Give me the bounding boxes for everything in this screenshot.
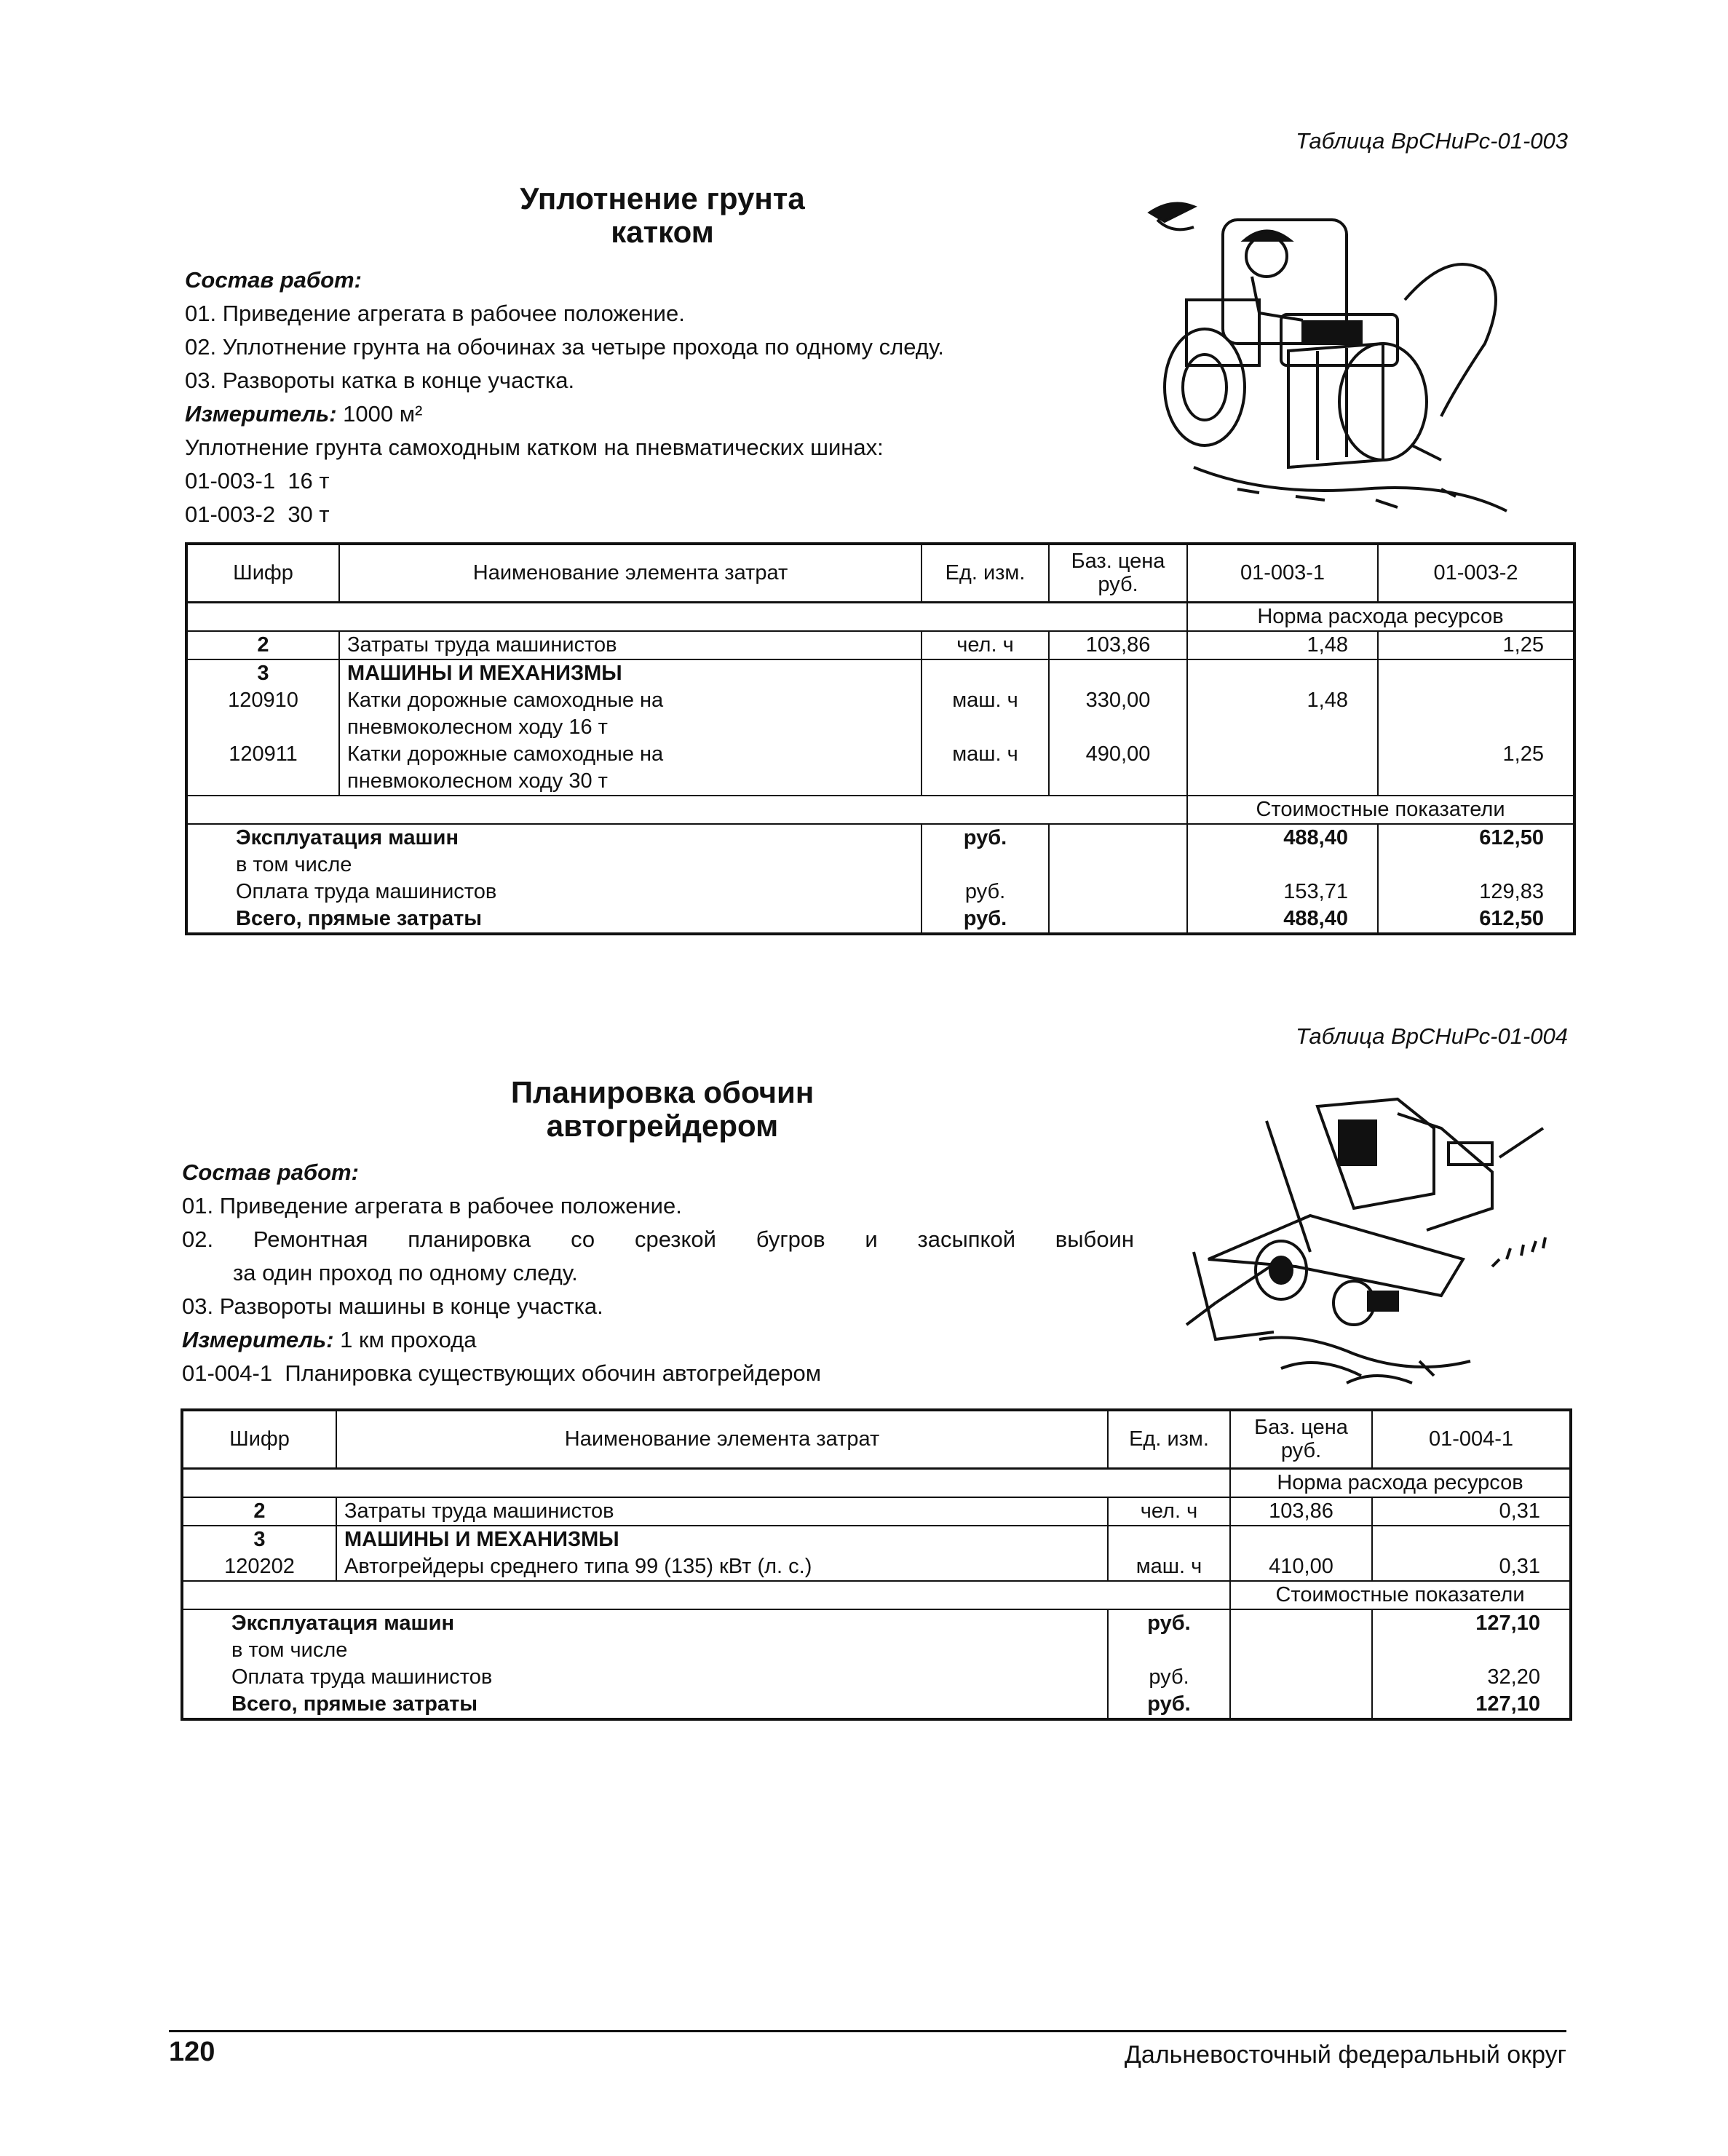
cell-name [339,687,922,741]
cost-name: Оплата труда машинистов [182,1664,1108,1691]
cell-code: 2 [182,1497,336,1526]
cost-row [182,1691,1571,1719]
road-roller-illustration [1136,191,1514,526]
table-header-row [186,544,1574,602]
header-cell: Наименование элемента затрат [336,1410,1108,1468]
cost-subheader: Стоимостные показатели [1230,1581,1571,1609]
cost-name: Всего, прямые затраты [182,1691,1108,1719]
cost-name: в том числе [186,852,922,879]
cell-unit: маш. ч [1108,1553,1230,1581]
header-cell: 01-004-1 [1372,1410,1571,1468]
table-row [182,1497,1571,1526]
cost-value: 153,71 [1187,879,1378,905]
measure-label: Измеритель: [182,1327,334,1352]
table-reference: Таблица ВрСНиРс-01-003 [1296,128,1568,154]
measure-label: Измеритель: [185,401,337,427]
table-row [186,687,1574,741]
cost-row [182,1664,1571,1691]
title-line: автогрейдером [546,1109,779,1143]
cost-row [186,905,1574,934]
title-line: Планировка обочин [510,1075,815,1109]
cell-value: 1,48 [1187,687,1378,741]
cell-value [1378,687,1574,741]
cost-value: 488,40 [1187,905,1378,934]
cell-unit: маш. ч [922,687,1049,741]
cell-name: Затраты труда машинистов [339,631,922,659]
cost-unit: руб. [1108,1609,1230,1637]
cost-name: Эксплуатация машин [182,1609,1108,1637]
name-line: пневмоколесном ходу 16 т [347,715,608,739]
cost-subheader-row [182,1581,1571,1609]
table-reference: Таблица ВрСНиРс-01-004 [1296,1023,1568,1049]
cost-value: 129,83 [1378,879,1574,905]
footer-divider [169,2030,1566,2032]
header-cell: Шифр [182,1410,336,1468]
header-cell: Баз. цена руб. [1230,1410,1372,1468]
title-line: катком [611,215,714,249]
cost-value: 612,50 [1378,905,1574,934]
cost-unit: руб. [1108,1664,1230,1691]
table-row [186,659,1574,687]
cost-row [182,1637,1571,1664]
cell-value: 1,25 [1378,631,1574,659]
norm-subheader-row [182,1468,1571,1497]
work-item: 02. Уплотнение грунта на обочинах за четыре прохода по одному следу. [185,334,944,360]
cell-price: 103,86 [1230,1497,1372,1526]
work-composition-label: Состав работ: [182,1160,359,1185]
header-cell: Наименование элемента затрат [339,544,922,602]
header-cell: Ед. изм. [1108,1410,1230,1468]
table-row [186,741,1574,796]
name-line: пневмоколесном ходу 30 т [347,769,608,793]
cost-unit: руб. [922,879,1049,905]
cost-subheader-row [186,796,1574,824]
header-cell: Шифр [186,544,339,602]
section-title [437,1076,888,1143]
measure-line [182,1323,1143,1357]
cost-row [186,879,1574,905]
cost-name: в том числе [182,1637,1108,1664]
work-item: 01. Приведение агрегата в рабочее положение. [182,1193,682,1218]
cost-unit: руб. [1108,1691,1230,1719]
norm-subheader: Норма расхода ресурсов [1187,602,1574,631]
variant-description: Уплотнение грунта самоходным катком на пневматических шинах: [185,435,884,460]
cell-value: 1,25 [1378,741,1574,796]
cost-unit: руб. [922,905,1049,934]
cost-name: Оплата труда машинистов [186,879,922,905]
cell-unit: чел. ч [922,631,1049,659]
name-line: Катки дорожные самоходные на [347,742,664,766]
cell-price: 330,00 [1049,687,1187,741]
cell-value [1187,741,1378,796]
norm-subheader-row [186,602,1574,631]
header-cell: Баз. цена руб. [1049,544,1187,602]
header-cell: 01-003-2 [1378,544,1574,602]
norm-subheader: Норма расхода ресурсов [1230,1468,1571,1497]
work-item: 02. Ремонтная планировка со срезкой бугров и засыпкой выбоин [182,1226,1134,1252]
cell-name: МАШИНЫ И МЕХАНИЗМЫ [336,1526,1108,1553]
cost-row [186,852,1574,879]
section-title [437,182,888,249]
work-composition-label: Состав работ: [185,267,362,293]
header-cell: Ед. изм. [922,544,1049,602]
cell-code: 3 [182,1526,336,1553]
cell-code: 2 [186,631,339,659]
measure-value: 1000 м² [343,401,423,427]
table-header-row [182,1410,1571,1468]
work-description [185,263,1146,531]
work-item: 03. Развороты машины в конце участка. [182,1293,603,1319]
table-row [182,1526,1571,1553]
cell-unit: чел. ч [1108,1497,1230,1526]
cell-price: 490,00 [1049,741,1187,796]
measure-line [185,397,1146,431]
cell-code: 120202 [182,1553,336,1581]
cell-price: 103,86 [1049,631,1187,659]
cell-price: 410,00 [1230,1553,1372,1581]
cell-name: Затраты труда машинистов [336,1497,1108,1526]
cost-value: 612,50 [1378,824,1574,852]
cost-value: 127,10 [1372,1691,1571,1719]
work-description [182,1156,1143,1390]
cost-value: 127,10 [1372,1609,1571,1637]
header-cell: 01-003-1 [1187,544,1378,602]
page-number: 120 [169,2037,215,2067]
cost-name: Эксплуатация машин [186,824,922,852]
table-row [182,1553,1571,1581]
variant-item: 01-004-1 Планировка существующих обочин автогрейдером [182,1360,822,1386]
work-item: 01. Приведение агрегата в рабочее положение. [185,301,685,326]
table-row [186,631,1574,659]
title-line: Уплотнение грунта [520,181,805,215]
cell-code: 120910 [186,687,339,741]
cost-subheader: Стоимостные показатели [1187,796,1574,824]
footer-region: Дальневосточный федеральный округ [1124,2041,1566,2069]
cell-code: 120911 [186,741,339,796]
cost-value: 488,40 [1187,824,1378,852]
cell-value: 0,31 [1372,1497,1571,1526]
cell-name [339,741,922,796]
cell-code: 3 [186,659,339,687]
cost-row [182,1609,1571,1637]
cost-value: 32,20 [1372,1664,1571,1691]
name-line: Катки дорожные самоходные на [347,688,664,712]
cell-name: МАШИНЫ И МЕХАНИЗМЫ [339,659,922,687]
work-item: 03. Развороты катка в конце участка. [185,368,575,393]
variant-item: 01-003-1 16 т [185,468,330,494]
cell-value: 1,48 [1187,631,1378,659]
cost-unit: руб. [922,824,1049,852]
cost-name: Всего, прямые затраты [186,905,922,934]
cell-name: Автогрейдеры среднего типа 99 (135) кВт (л. с.) [336,1553,1108,1581]
cell-unit: маш. ч [922,741,1049,796]
resource-table [185,542,1576,935]
cost-row [186,824,1574,852]
motor-grader-illustration [1179,1085,1587,1398]
resource-table [181,1408,1572,1721]
variant-item: 01-003-2 30 т [185,502,330,527]
measure-value: 1 км прохода [340,1327,477,1352]
work-item-continuation: за один проход по одному следу. [233,1260,578,1285]
cell-value: 0,31 [1372,1553,1571,1581]
